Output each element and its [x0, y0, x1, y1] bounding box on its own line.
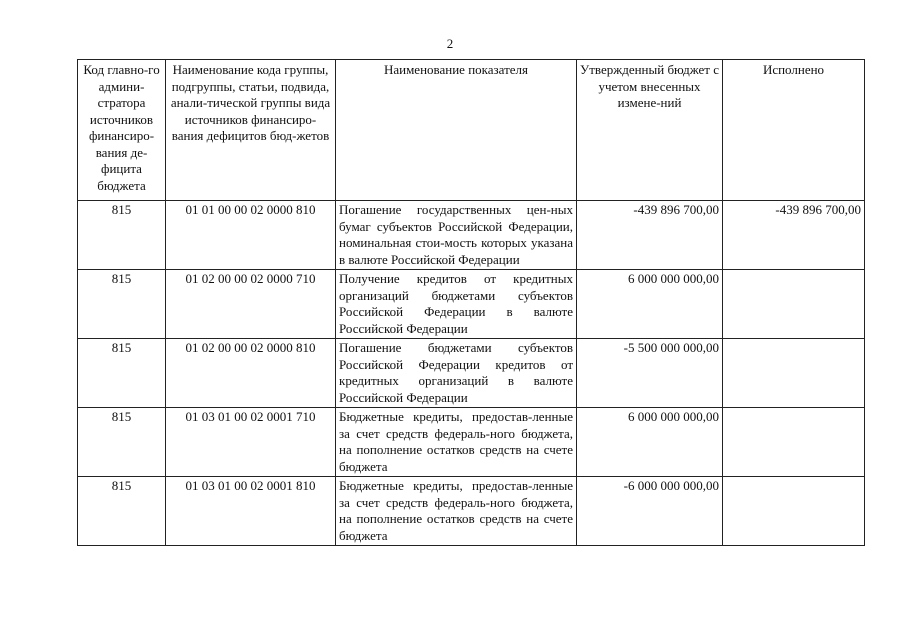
- sources-of-financing-table: [77, 59, 865, 546]
- cell-group-code: 01 03 01 00 02 0001 710: [166, 408, 336, 477]
- table-header-row: [78, 60, 865, 201]
- cell-indicator-name: Получение кредитов от кредитных организаций бюджетами субъектов Российской Федерации в валюте Российской Федерации: [336, 270, 577, 339]
- header-admin-code: Код главно-го админи-стратора источников финансиро-вания де-фицита бюджета: [78, 60, 166, 201]
- cell-admin-code: 815: [78, 270, 166, 339]
- table-row: [78, 270, 865, 339]
- cell-indicator-name: Погашение государственных цен-ных бумаг субъектов Российской Федерации, номинальная стои-мость которых указана в валюте Российской Федерации: [336, 201, 577, 270]
- table-row: [78, 408, 865, 477]
- cell-executed-amount: [723, 408, 865, 477]
- cell-group-code: 01 01 00 00 02 0000 810: [166, 201, 336, 270]
- header-group-code: Наименование кода группы, подгруппы, статьи, подвида, анали-тической группы вида источников финансиро-вания дефицитов бюд-жетов: [166, 60, 336, 201]
- table-row: [78, 201, 865, 270]
- table-row: [78, 477, 865, 546]
- cell-indicator-name: Погашение бюджетами субъектов Российской Федерации кредитов от кредитных организаций в валюте Российской Федерации: [336, 339, 577, 408]
- cell-group-code: 01 02 00 00 02 0000 810: [166, 339, 336, 408]
- cell-approved-amount: -5 500 000 000,00: [577, 339, 723, 408]
- cell-indicator-name: Бюджетные кредиты, предостав-ленные за счет средств федераль-ного бюджета, на пополнение остатков средств на счете бюджета: [336, 477, 577, 546]
- cell-approved-amount: -439 896 700,00: [577, 201, 723, 270]
- cell-executed-amount: [723, 339, 865, 408]
- cell-approved-amount: -6 000 000 000,00: [577, 477, 723, 546]
- cell-executed-amount: [723, 270, 865, 339]
- cell-approved-amount: 6 000 000 000,00: [577, 270, 723, 339]
- cell-admin-code: 815: [78, 339, 166, 408]
- cell-admin-code: 815: [78, 477, 166, 546]
- cell-admin-code: 815: [78, 201, 166, 270]
- header-approved-budget: Утвержденный бюджет с учетом внесенных измене-ний: [577, 60, 723, 201]
- cell-indicator-name: Бюджетные кредиты, предостав-ленные за счет средств федераль-ного бюджета, на пополнение остатков средств на счете бюджета: [336, 408, 577, 477]
- page-number: 2: [446, 36, 454, 51]
- cell-executed-amount: [723, 477, 865, 546]
- cell-group-code: 01 02 00 00 02 0000 710: [166, 270, 336, 339]
- header-indicator-name: Наименование показателя: [336, 60, 577, 201]
- table-row: [78, 339, 865, 408]
- header-executed: Исполнено: [723, 60, 865, 201]
- cell-approved-amount: 6 000 000 000,00: [577, 408, 723, 477]
- cell-executed-amount: -439 896 700,00: [723, 201, 865, 270]
- cell-admin-code: 815: [78, 408, 166, 477]
- cell-group-code: 01 03 01 00 02 0001 810: [166, 477, 336, 546]
